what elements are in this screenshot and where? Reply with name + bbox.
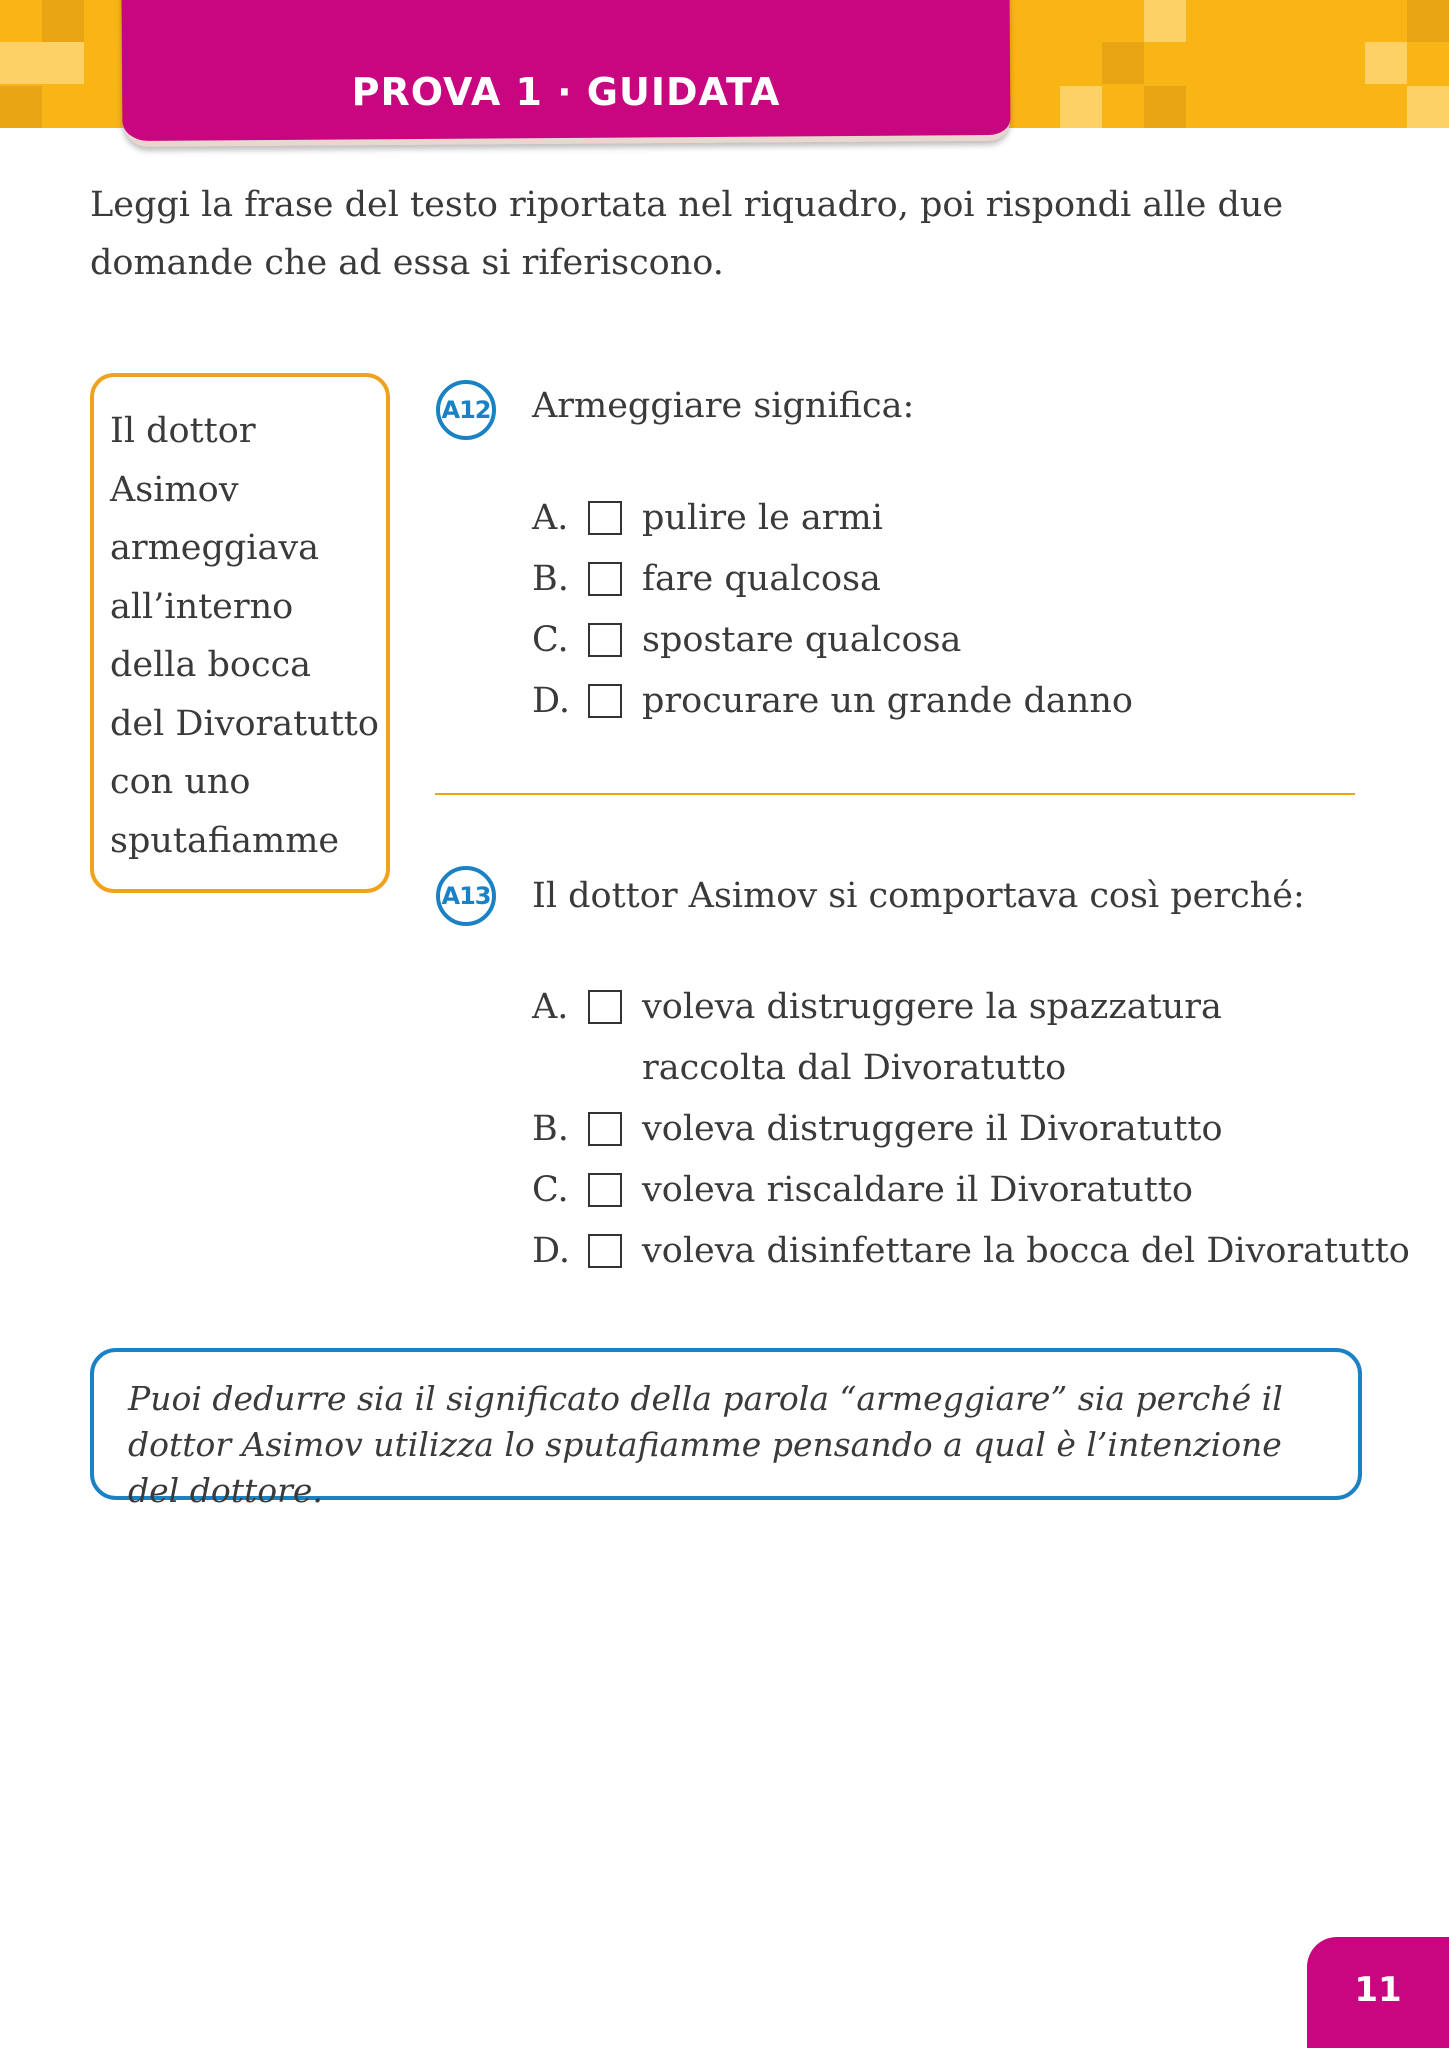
option-text: voleva disinfettare la bocca del Divoratutto xyxy=(642,1231,1410,1271)
question-badge-a13: A13 xyxy=(436,866,496,926)
decor-square xyxy=(42,0,84,42)
option-letter: B. xyxy=(532,559,569,599)
decor-square xyxy=(1407,0,1449,42)
decor-square xyxy=(1102,42,1144,84)
checkbox[interactable] xyxy=(588,1173,622,1207)
option-text: voleva distruggere la spazzatura raccolta dal Divoratutto xyxy=(642,987,1222,1088)
option-letter: B. xyxy=(532,1109,569,1149)
option-text: procurare un grande danno xyxy=(642,681,1133,721)
quote-text: Il dottor Asimov armeggiava all’interno della bocca del Divoratutto con uno sputafiamme xyxy=(110,411,379,861)
page-number: 11 xyxy=(1354,1970,1402,2010)
instructions: Leggi la frase del testo riportata nel riquadro, poi rispondi alle due domande che ad essa si riferiscono. xyxy=(90,185,1284,283)
decor-square xyxy=(1144,86,1186,128)
hint-text: Puoi dedurre sia il significato della parola “armeggiare” sia perché il dottor Asimov utilizza lo sputafiamme pensando a qual è l’intenzione del dottore. xyxy=(128,1379,1283,1510)
question-stem-a12: Armeggiare significa: xyxy=(532,386,915,426)
checkbox[interactable] xyxy=(588,623,622,657)
question-stem-a13: Il dottor Asimov si comportava così perché: xyxy=(532,876,1305,916)
decor-square xyxy=(42,42,84,84)
decor-square xyxy=(1407,86,1449,128)
decor-square xyxy=(1144,0,1186,42)
decor-square xyxy=(0,42,42,84)
divider xyxy=(435,793,1355,795)
question-badge-a12: A12 xyxy=(436,380,496,440)
option-text: pulire le armi xyxy=(642,498,883,538)
checkbox[interactable] xyxy=(588,1112,622,1146)
checkbox[interactable] xyxy=(588,1234,622,1268)
option-letter: C. xyxy=(532,620,569,660)
decor-square xyxy=(1060,86,1102,128)
option-text: voleva distruggere il Divoratutto xyxy=(642,1109,1223,1149)
option-text: fare qualcosa xyxy=(642,559,881,599)
option-letter: A. xyxy=(532,987,569,1027)
page-title: PROVA 1 · GUIDATA xyxy=(351,70,781,114)
option-letter: C. xyxy=(532,1170,569,1210)
option-letter: D. xyxy=(532,1231,570,1271)
checkbox[interactable] xyxy=(588,562,622,596)
decor-square xyxy=(0,86,42,128)
option-text: voleva riscaldare il Divoratutto xyxy=(642,1170,1193,1210)
checkbox[interactable] xyxy=(588,684,622,718)
checkbox[interactable] xyxy=(588,990,622,1024)
option-text: spostare qualcosa xyxy=(642,620,962,660)
option-letter: A. xyxy=(532,498,569,538)
decor-square xyxy=(1365,42,1407,84)
checkbox[interactable] xyxy=(588,501,622,535)
option-letter: D. xyxy=(532,681,570,721)
